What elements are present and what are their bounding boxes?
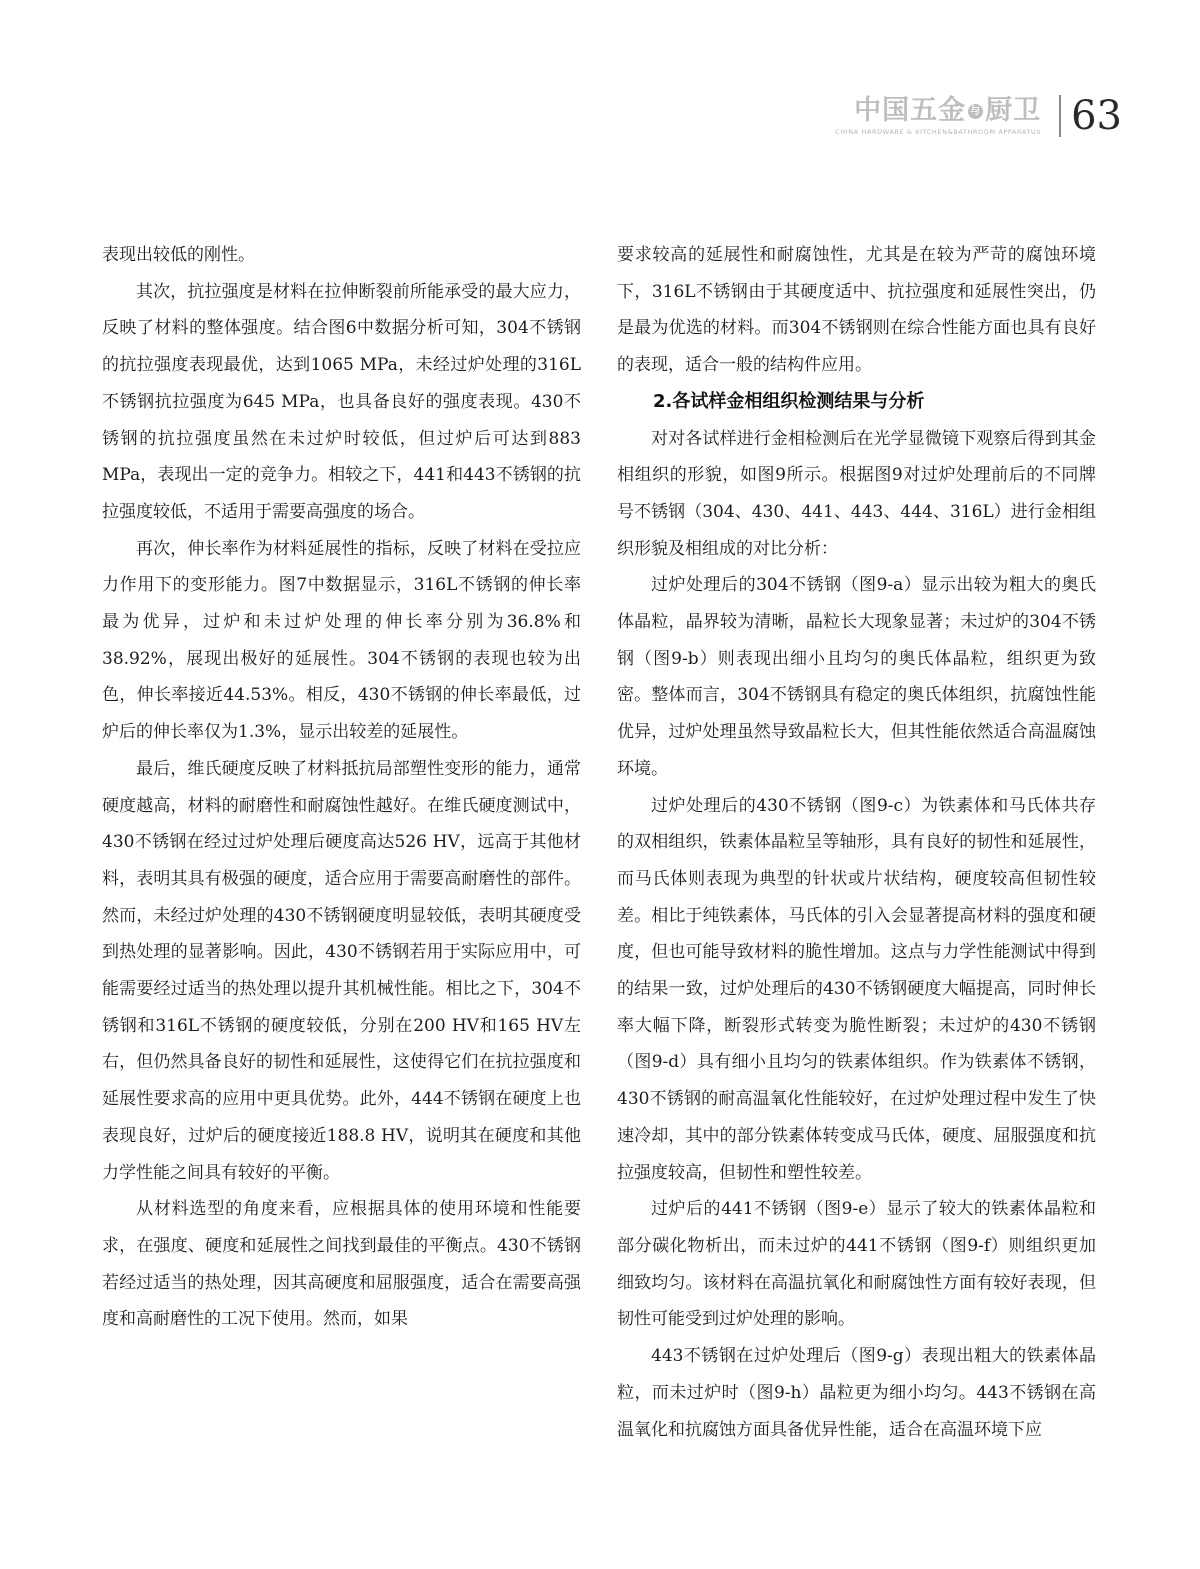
magazine-mark-icon: 与 <box>970 105 982 117</box>
paragraph: 最后，维氏硬度反映了材料抵抗局部塑性变形的能力，通常硬度越高，材料的耐磨性和耐腐蚀性越好。在维氏硬度测试中，430不锈钢在经过过炉处理后硬度高达526 HV，远高于其他材料，表明其具有极强的硬度，适合应用于需要高耐磨性的部件。然而，未经过炉处理的430不锈钢硬度明显较低，表明其硬度受到热处理的显著影响。因此，430不锈钢若用于实际应用中，可能需要经过适当的热处理以提升其机械性能。相比之下，304不锈钢和316L不锈钢的硬度较低，分别在200 HV和165 HV左右，但仍然具备良好的韧性和延展性，这使得它们在抗拉强度和延展性要求高的应用中更具优势。此外，444不锈钢在硬度上也表现良好，过炉后的硬度接近188.8 HV，说明其在硬度和其他力学性能之间具有较好的平衡。 <box>102 758 581 1183</box>
paragraph: 表现出较低的刚性。 <box>102 245 255 265</box>
magazine-title <box>854 96 1041 126</box>
page-number: 63 <box>1071 93 1122 139</box>
header-divider <box>1059 95 1061 137</box>
paragraph: 过炉处理后的304不锈钢（图9-a）显示出较为粗大的奥氏体晶粒，晶界较为清晰，晶粒长大现象显著；未过炉的304不锈钢（图9-b）则表现出细小且均匀的奥氏体晶粒，组织更为致密。整体而言，304不锈钢具有稳定的奥氏体组织，抗腐蚀性能优异，过炉处理虽然导致晶粒长大，但其性能依然适合高温腐蚀环境。 <box>617 575 1096 779</box>
section-heading: 2.各试样金相组织检测结果与分析 <box>653 390 925 412</box>
paragraph: 过炉后的441不锈钢（图9-e）显示了较大的铁素体晶粒和部分碳化物析出，而未过炉的441不锈钢（图9-f）则组织更加细致均匀。该材料在高温抗氧化和耐腐蚀性方面有较好表现，但韧性可能受到过炉处理的影响。 <box>617 1199 1096 1330</box>
left-column <box>102 237 581 1338</box>
page-header <box>835 92 1122 140</box>
paragraph: 其次，抗拉强度是材料在拉伸断裂前所能承受的最大应力，反映了材料的整体强度。结合图6中数据分析可知，304不锈钢的抗拉强度表现最优，达到1065 MPa，未经过炉处理的316L不锈钢抗拉强度为645 MPa，也具备良好的强度表现。430不锈钢的抗拉强度虽然在未过炉时较低，但过炉后可达到883 MPa，表现出一定的竞争力。相较之下，441和443不锈钢的抗拉强度较低，不适用于需要高强度的场合。 <box>102 281 581 522</box>
right-column <box>617 237 1096 1448</box>
paragraph: 再次，伸长率作为材料延展性的指标，反映了材料在受拉应力作用下的变形能力。图7中数据显示，316L不锈钢的伸长率最为优异，过炉和未过炉处理的伸长率分别为36.8%和38.92%，展现出极好的延展性。304不锈钢的表现也较为出色，伸长率接近44.53%。相反，430不锈钢的伸长率最低，过炉后的伸长率仅为1.3%，显示出较差的延展性。 <box>102 538 581 743</box>
paragraph: 要求较高的延展性和耐腐蚀性，尤其是在较为严苛的腐蚀环境下，316L不锈钢由于其硬度适中、抗拉强度和延展性突出，仍是最为优选的材料。而304不锈钢则在综合性能方面也具有良好的表现，适合一般的结构件应用。 <box>617 245 1096 376</box>
magazine-title-part1: 中国五金 <box>854 95 967 126</box>
paragraph: 443不锈钢在过炉处理后（图9-g）表现出粗大的铁素体晶粒，而未过炉时（图9-h）晶粒更为细小均匀。443不锈钢在高温氧化和抗腐蚀方面具备优异性能，适合在高温环境下应 <box>617 1346 1096 1440</box>
magazine-subtitle: CHINA HARDWARE & KITCHEN&BATHROOM APPARATUS <box>835 128 1042 136</box>
magazine-logo <box>835 96 1041 136</box>
magazine-title-part2: 厨卫 <box>985 95 1042 126</box>
paragraph: 对对各试样进行金相检测后在光学显微镜下观察后得到其金相组织的形貌，如图9所示。根据图9对过炉处理前后的不同牌号不锈钢（304、430、441、443、444、316L）进行金相组织形貌及相组成的对比分析： <box>617 428 1096 559</box>
paragraph: 过炉处理后的430不锈钢（图9-c）为铁素体和马氏体共存的双相组织，铁素体晶粒呈等轴形，具有良好的韧性和延展性，而马氏体则表现为典型的针状或片状结构，硬度较高但韧性较差。相比于纯铁素体，马氏体的引入会显著提高材料的强度和硬度，但也可能导致材料的脆性增加。这点与力学性能测试中得到的结果一致，过炉处理后的430不锈钢硬度大幅提高，同时伸长率大幅下降，断裂形式转变为脆性断裂；未过炉的430不锈钢（图9-d）具有细小且均匀的铁素体组织。作为铁素体不锈钢，430不锈钢的耐高温氧化性能较好，在过炉处理过程中发生了快速冷却，其中的部分铁素体转变成马氏体，硬度、屈服强度和抗拉强度较高，但韧性和塑性较差。 <box>617 795 1096 1183</box>
paragraph: 从材料选型的角度来看，应根据具体的使用环境和性能要求，在强度、硬度和延展性之间找到最佳的平衡点。430不锈钢若经过适当的热处理，因其高硬度和屈服强度，适合在需要高强度和高耐磨性的工况下使用。然而，如果 <box>102 1199 581 1330</box>
